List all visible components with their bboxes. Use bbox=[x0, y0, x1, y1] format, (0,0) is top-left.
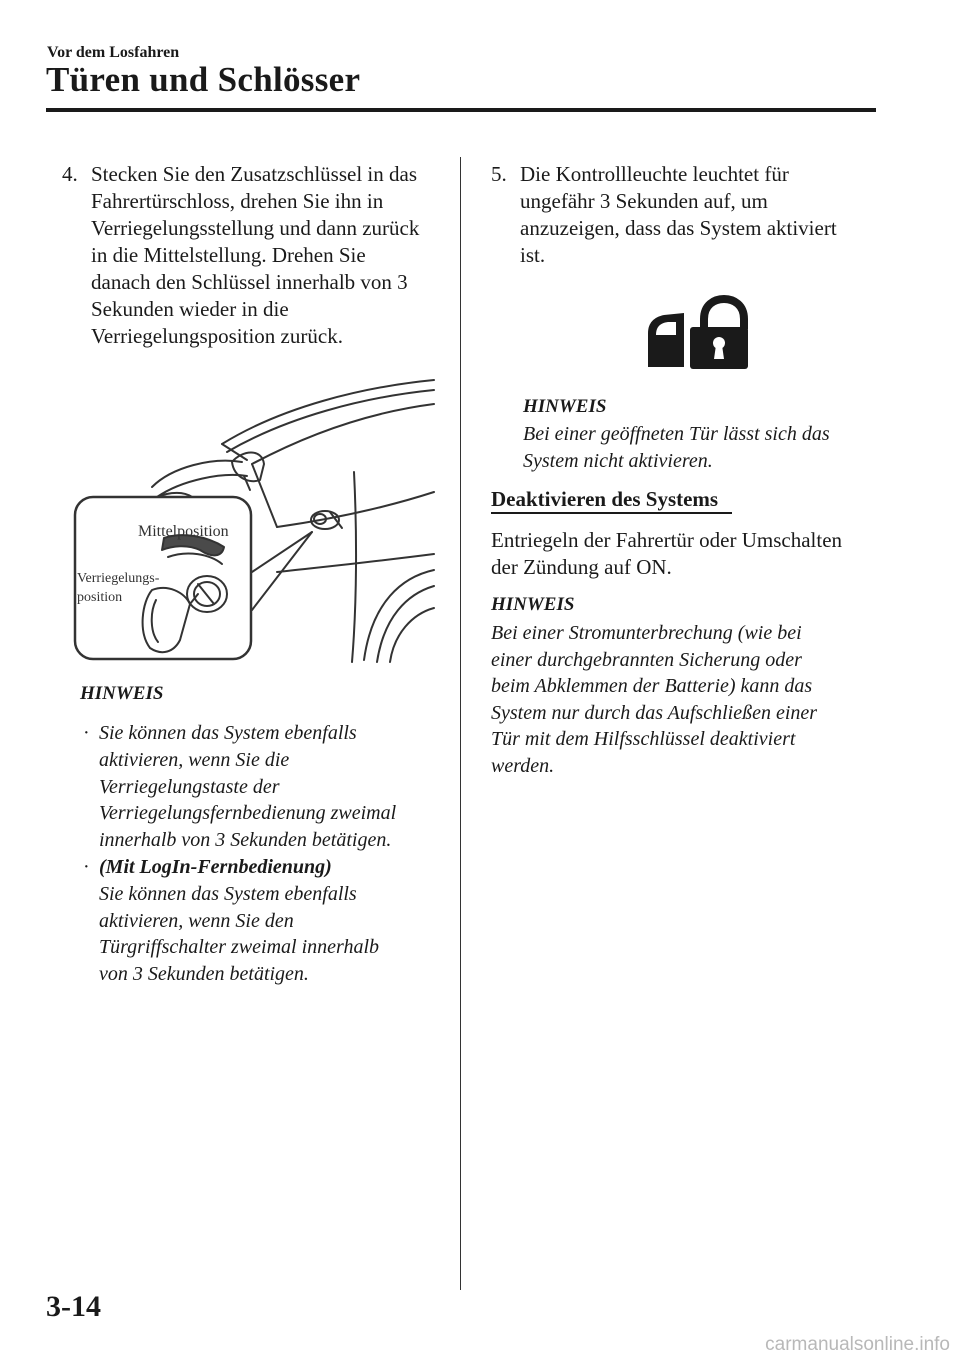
column-divider bbox=[460, 157, 461, 1290]
bullet-line: von 3 Sekunden betätigen. bbox=[99, 963, 309, 986]
page-number: 3-14 bbox=[46, 1290, 101, 1323]
note-heading: HINWEIS bbox=[523, 396, 607, 417]
security-indicator-car-lock-icon bbox=[646, 295, 750, 371]
label-lock-position-2: position bbox=[77, 590, 123, 605]
section-label: Vor dem Losfahren bbox=[47, 44, 180, 61]
body-line: Entriegeln der Fahrertür oder Umschalten bbox=[491, 528, 843, 552]
note-line: werden. bbox=[491, 754, 555, 777]
subheading-underline bbox=[491, 512, 732, 514]
note-line: Bei einer Stromunterbrechung (wie bei bbox=[491, 622, 802, 644]
bullet-line: Sie können das System ebenfalls bbox=[99, 722, 357, 744]
step-line: Sekunden wieder in die bbox=[91, 297, 289, 321]
step-line: danach den Schlüssel innerhalb von 3 bbox=[91, 270, 408, 294]
step-line: anzuzeigen, dass das System aktiviert bbox=[520, 216, 837, 240]
note-line: einer durchgebrannten Sicherung oder bbox=[491, 648, 802, 671]
note-bullet-list bbox=[80, 720, 455, 988]
step-line: Stecken Sie den Zusatzschlüssel in das bbox=[91, 162, 418, 186]
step-line: in die Mittelstellung. Drehen Sie bbox=[91, 243, 366, 267]
step-line: ist. bbox=[520, 243, 546, 267]
watermark: carmanualsonline.info bbox=[765, 1334, 950, 1355]
step-line: Fahrertürschloss, drehen Sie ihn in bbox=[91, 189, 384, 213]
note-body bbox=[523, 421, 830, 474]
door-key-figure bbox=[72, 372, 438, 664]
bullet-line: Verriegelungstaste der bbox=[99, 775, 280, 798]
step-line: Verriegelungsstellung und dann zurück bbox=[91, 216, 420, 240]
step-text bbox=[520, 161, 837, 269]
body-text bbox=[491, 527, 842, 581]
note-heading: HINWEIS bbox=[80, 683, 164, 704]
bullet-dot: · bbox=[83, 722, 90, 744]
bullet-condition: (Mit LogIn-Fernbedienung) bbox=[99, 855, 332, 878]
bullet-line: aktivieren, wenn Sie die bbox=[99, 748, 290, 771]
bullet-line: Sie können das System ebenfalls bbox=[99, 882, 357, 905]
bullet-dot: · bbox=[83, 855, 90, 878]
step-number: 5. bbox=[491, 162, 507, 186]
bullet-line: aktivieren, wenn Sie den bbox=[99, 909, 294, 932]
body-line: der Zündung auf ON. bbox=[491, 555, 672, 579]
note-line: Bei einer geöffneten Tür lässt sich das bbox=[523, 423, 830, 445]
step-line: ungefähr 3 Sekunden auf, um bbox=[520, 189, 768, 213]
label-center-position: Mittelposition bbox=[138, 523, 229, 540]
label-lock-position-1: Verriegelungs- bbox=[77, 571, 160, 586]
note-line: System nur durch das Aufschließen einer bbox=[491, 701, 818, 724]
note-bullet bbox=[80, 720, 455, 854]
subheading: Deaktivieren des Systems bbox=[491, 487, 719, 511]
step-line: Die Kontrollleuchte leuchtet für bbox=[520, 162, 789, 186]
bullet-line: innerhalb von 3 Sekunden betätigen. bbox=[99, 829, 392, 852]
step-text bbox=[91, 161, 419, 350]
note-bullet bbox=[80, 854, 455, 988]
bullet-line: Türgriffschalter zweimal innerhalb bbox=[99, 936, 380, 959]
note-line: Tür mit dem Hilfsschlüssel deaktiviert bbox=[491, 728, 796, 750]
bullet-line: Verriegelungsfernbedienung zweimal bbox=[99, 802, 397, 825]
step-number: 4. bbox=[62, 162, 78, 186]
step-4 bbox=[62, 161, 447, 361]
note-line: beim Abklemmen der Batterie) kann das bbox=[491, 675, 813, 697]
note-heading: HINWEIS bbox=[491, 594, 575, 615]
step-5 bbox=[491, 161, 876, 271]
header-rule bbox=[46, 108, 876, 112]
note-line: System nicht aktivieren. bbox=[523, 449, 713, 472]
chapter-title: Türen und Schlösser bbox=[46, 60, 361, 99]
note-body bbox=[491, 620, 817, 779]
step-line: Verriegelungsposition zurück. bbox=[91, 324, 343, 348]
